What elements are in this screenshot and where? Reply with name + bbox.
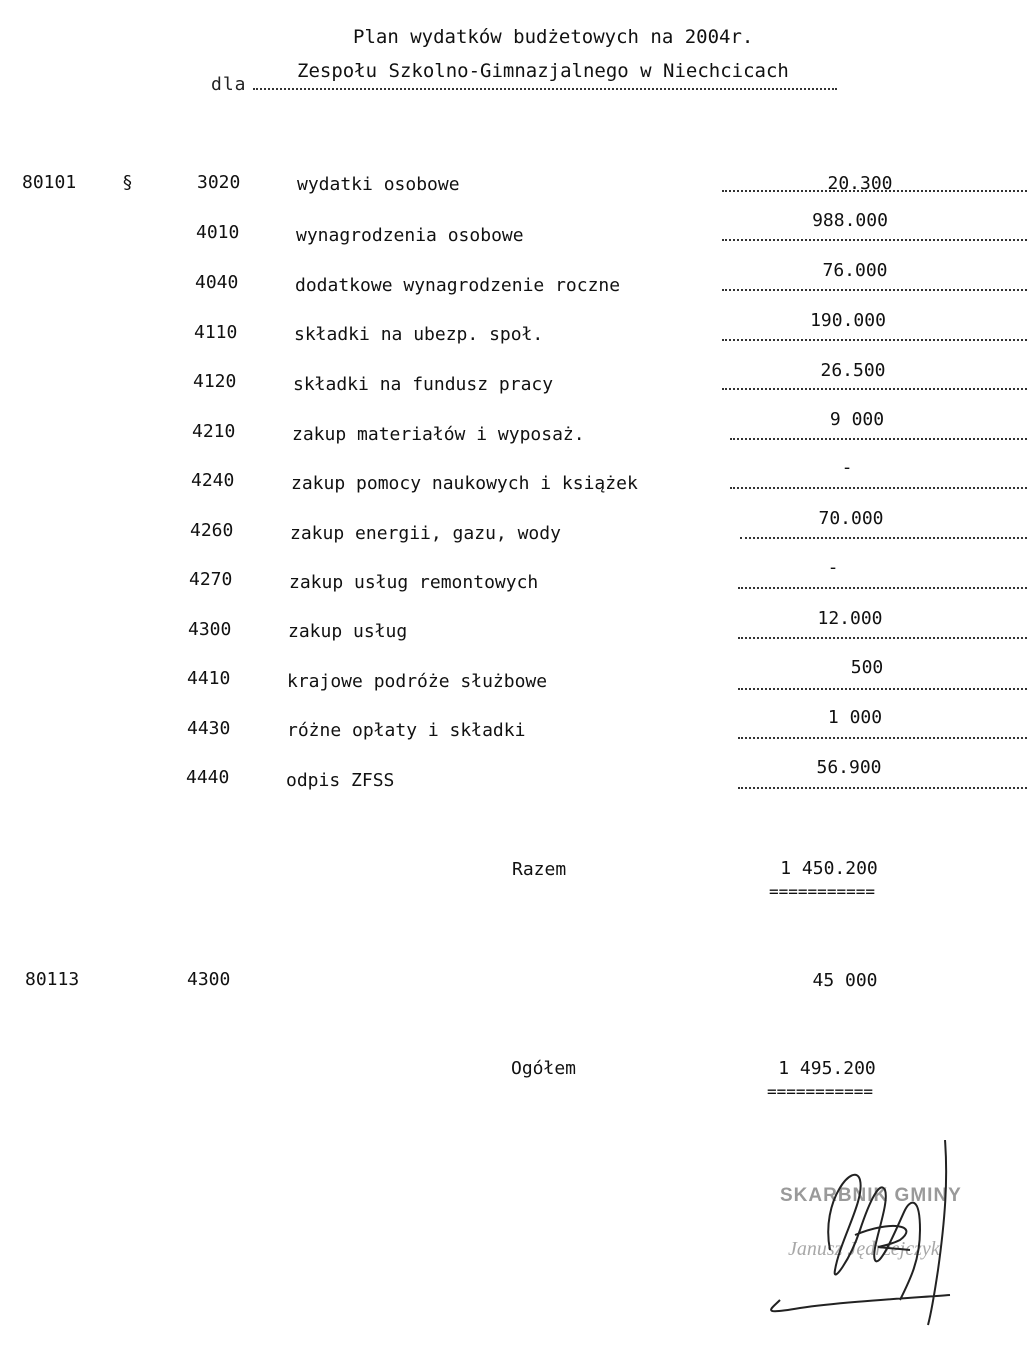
row-desc: wydatki osobowe: [297, 174, 460, 195]
row-amount: 12.000: [817, 608, 883, 629]
row-code: 4440: [186, 767, 230, 788]
signature-stamp: [760, 1140, 1030, 1340]
row-amount-2: 45 000: [812, 970, 878, 991]
row-amount: 1 000: [827, 707, 883, 728]
grand-total-label: Ogółem: [511, 1058, 577, 1079]
total-label: Razem: [512, 859, 567, 880]
row-desc: zakup pomocy naukowych i książek: [291, 473, 638, 494]
row-amount: 190.000: [810, 310, 886, 331]
dotted-line: [253, 74, 837, 90]
row-dots: [738, 787, 1027, 789]
row-desc: krajowe podróże służbowe: [287, 671, 548, 692]
stamp-name: Janusz Jędrzejczyk: [788, 1238, 940, 1260]
unit-name: Zespołu Szkolno-Gimnazjalnego w Niechcicach: [297, 60, 789, 82]
row-dots: [730, 487, 1027, 489]
total-underline: ===========: [769, 882, 875, 901]
row-dots: [740, 537, 1027, 539]
row-amount: 9 000: [829, 409, 885, 430]
row-desc: różne opłaty i składki: [287, 720, 526, 741]
row-dots: [738, 637, 1027, 639]
row-dots: [722, 289, 1027, 291]
row-code-2: 4300: [187, 969, 231, 990]
row-desc: zakup usług remontowych: [289, 572, 539, 593]
row-amount: 26.500: [820, 360, 886, 381]
row-amount: 56.900: [816, 757, 882, 778]
row-desc: zakup energii, gazu, wody: [290, 523, 561, 544]
stamp-title: SKARBNIK GMINY: [780, 1185, 962, 1206]
row-code: 4270: [189, 569, 233, 590]
row-amount: 20.300: [827, 173, 893, 194]
row-code: 4110: [194, 322, 238, 343]
row-code: 4010: [196, 222, 240, 243]
row-amount: 76.000: [822, 260, 888, 281]
row-desc: zakup materiałów i wyposaż.: [292, 424, 585, 445]
row-code: 4300: [188, 619, 232, 640]
paragraph-symbol: §: [122, 172, 133, 193]
row-desc: składki na fundusz pracy: [293, 374, 554, 395]
row-desc: odpis ZFSS: [286, 770, 395, 791]
department-code-2: 80113: [25, 969, 80, 990]
row-dots: [722, 190, 1027, 192]
row-desc: zakup usług: [288, 621, 408, 642]
row-dots: [738, 688, 1027, 690]
row-dots: [722, 239, 1027, 241]
department-code: 80101: [22, 172, 77, 193]
unit-line: [211, 74, 837, 92]
row-desc: składki na ubezp. społ.: [294, 324, 544, 345]
row-code: 4410: [187, 668, 231, 689]
row-amount: -: [827, 557, 839, 578]
grand-total-underline: ===========: [767, 1082, 873, 1101]
row-code: 3020: [197, 172, 241, 193]
row-dots: [730, 438, 1027, 440]
total-value: 1 450.200: [780, 858, 878, 879]
row-code: 4240: [191, 470, 235, 491]
row-desc: wynagrodzenia osobowe: [296, 225, 524, 246]
for-label: dla: [211, 74, 247, 92]
row-dots: [722, 339, 1027, 341]
row-dots: [738, 587, 1027, 589]
row-amount: -: [841, 457, 853, 478]
row-desc: dodatkowe wynagrodzenie roczne: [295, 275, 621, 296]
row-code: 4260: [190, 520, 234, 541]
row-dots: [738, 737, 1027, 739]
grand-total-value: 1 495.200: [778, 1058, 876, 1079]
row-code: 4430: [187, 718, 231, 739]
row-amount: 988.000: [812, 210, 888, 231]
row-dots: [722, 388, 1027, 390]
row-amount: 500: [850, 657, 884, 678]
row-amount: 70.000: [818, 508, 884, 529]
handwritten-signature: [760, 1140, 1030, 1340]
row-code: 4210: [192, 421, 236, 442]
document-title: Plan wydatków budżetowych na 2004r.: [353, 26, 754, 48]
row-code: 4120: [193, 371, 237, 392]
row-code: 4040: [195, 272, 239, 293]
